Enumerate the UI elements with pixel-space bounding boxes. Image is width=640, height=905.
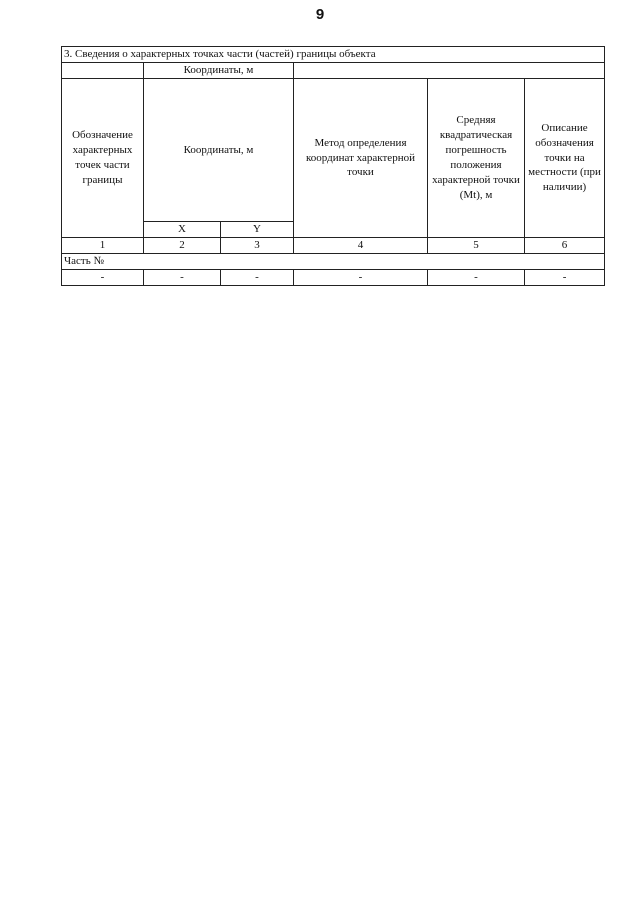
col-method-header: Метод определения координат характерной точки xyxy=(294,79,428,238)
col-point-designation-header: Обозначение характерных точек части границы xyxy=(62,79,144,238)
part-row xyxy=(62,254,605,270)
column-number: 4 xyxy=(294,238,428,254)
column-header-row xyxy=(62,79,605,222)
empty-cell xyxy=(294,63,605,79)
col-accuracy-header: Средняя квадратическая погрешность положения характерной точки (Mt), м xyxy=(428,79,525,238)
column-number: 1 xyxy=(62,238,144,254)
column-number: 3 xyxy=(221,238,294,254)
table-cell: - xyxy=(221,270,294,286)
page-number: 9 xyxy=(315,6,325,23)
col-description-header: Описание обозначения точки на местности (при наличии) xyxy=(525,79,605,238)
table-title: 3. Сведения о характерных точках части (частей) границы объекта xyxy=(62,47,605,63)
coords-group-header: Координаты, м xyxy=(144,63,294,79)
part-label: Часть № xyxy=(62,254,605,270)
table-cell: - xyxy=(144,270,221,286)
column-number: 5 xyxy=(428,238,525,254)
column-number: 2 xyxy=(144,238,221,254)
column-number: 6 xyxy=(525,238,605,254)
table-cell: - xyxy=(294,270,428,286)
table-title-row xyxy=(62,47,605,63)
table-cell: - xyxy=(62,270,144,286)
col-coordinates-header: Координаты, м xyxy=(144,79,294,222)
y-header: Y xyxy=(221,222,294,238)
coords-group-row xyxy=(62,63,605,79)
table-cell: - xyxy=(525,270,605,286)
boundary-points-table xyxy=(61,46,605,286)
table-row xyxy=(62,270,605,286)
column-number-row xyxy=(62,238,605,254)
x-header: X xyxy=(144,222,221,238)
table-cell: - xyxy=(428,270,525,286)
empty-cell xyxy=(62,63,144,79)
